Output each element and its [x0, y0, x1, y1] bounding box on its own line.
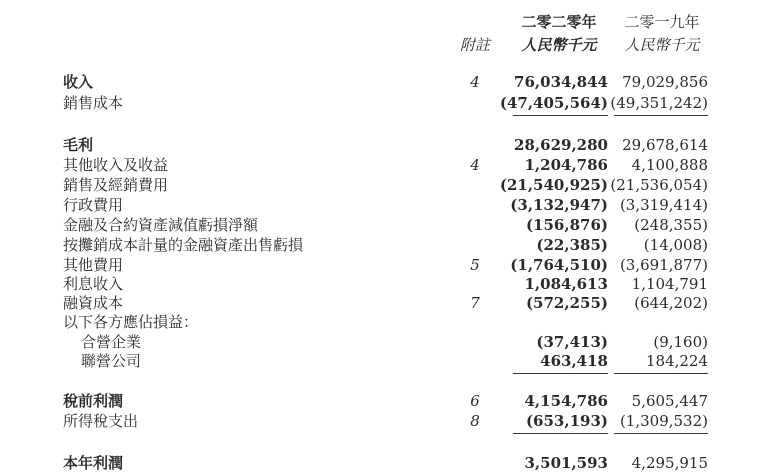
row-value-2019: 4,100,888 [631, 156, 708, 174]
row-value-2020: (653,193) [525, 412, 608, 430]
row-label: 按攤銷成本計量的金融資產出售虧損 [63, 236, 304, 254]
row-impairment-losses [0, 215, 772, 235]
row-cost-of-sales [0, 93, 772, 113]
row-interest-income [0, 274, 772, 294]
row-selling-expenses [0, 175, 772, 195]
row-value-2019: (644,202) [634, 294, 708, 312]
row-label: 本年利潤 [63, 454, 124, 472]
row-label: 以下各方應佔損益： [63, 313, 199, 331]
row-label: 收入 [63, 73, 94, 91]
row-value-2020: (156,876) [525, 216, 608, 234]
row-value-2020: 28,629,280 [514, 136, 608, 154]
header-currency-2019: 人民幣千元 [624, 36, 700, 54]
row-value-2019: (21,536,054) [610, 176, 708, 194]
row-value-2019: 184,224 [645, 352, 708, 370]
row-profit-before-tax [0, 391, 772, 411]
subtotal-rule-2019 [614, 115, 708, 116]
row-other-expenses [0, 255, 772, 275]
row-value-2020: (572,255) [525, 294, 608, 312]
header-note: 附註 [459, 36, 490, 54]
header-currency-2020: 人民幣千元 [521, 36, 597, 54]
row-value-2020: (37,413) [536, 333, 608, 351]
row-note: 5 [470, 256, 480, 274]
row-gross-profit [0, 135, 772, 155]
row-value-2019: (3,691,877) [619, 256, 708, 274]
row-label: 行政費用 [63, 196, 124, 214]
row-other-income [0, 155, 772, 175]
row-admin-expenses [0, 195, 772, 215]
row-label: 利息收入 [63, 275, 124, 293]
row-joint-ventures [0, 332, 772, 352]
row-label: 其他收入及收益 [63, 156, 169, 174]
row-value-2019: 5,605,447 [631, 392, 708, 410]
row-revenue [0, 72, 772, 92]
row-value-2020: (3,132,947) [510, 196, 608, 214]
subtotal-rule-2020 [513, 373, 608, 374]
row-value-2019: (9,160) [653, 333, 708, 351]
row-value-2019: (3,319,414) [619, 196, 708, 214]
row-label: 融資成本 [63, 294, 124, 312]
subtotal-rule-2019 [614, 433, 708, 434]
row-label: 其他費用 [63, 256, 124, 274]
row-note: 4 [470, 73, 480, 91]
row-associates [0, 351, 772, 371]
row-value-2020: 4,154,786 [524, 392, 608, 410]
row-value-2019: (14,008) [643, 236, 708, 254]
header-year-2020: 二零二零年 [521, 13, 597, 31]
row-profit-for-year [0, 453, 772, 473]
row-share-of-profits-heading [0, 312, 772, 332]
row-note: 8 [470, 412, 480, 430]
row-value-2020: (1,764,510) [510, 256, 608, 274]
row-label: 金融及合約資產減值虧損淨額 [63, 216, 259, 234]
row-value-2020: (21,540,925) [499, 176, 608, 194]
row-value-2020: 463,418 [540, 352, 608, 370]
header-year-2019: 二零一九年 [624, 13, 700, 31]
row-value-2019: (248,355) [634, 216, 708, 234]
row-value-2020: (47,405,564) [499, 94, 608, 112]
row-value-2019: 1,104,791 [631, 275, 708, 293]
row-label: 合營企業 [81, 333, 142, 351]
row-value-2019: 4,295,915 [631, 454, 708, 472]
subtotal-rule-2020 [513, 433, 608, 434]
row-value-2020: 1,084,613 [524, 275, 608, 293]
row-note: 7 [470, 294, 480, 312]
subtotal-rule-2019 [614, 373, 708, 374]
row-note: 6 [470, 392, 480, 410]
row-value-2020: (22,385) [536, 236, 608, 254]
row-note: 4 [470, 156, 480, 174]
row-value-2020: 76,034,844 [514, 73, 608, 91]
row-value-2019: (1,309,532) [619, 412, 708, 430]
row-label: 所得稅支出 [63, 412, 139, 430]
row-label: 聯營公司 [81, 352, 142, 370]
subtotal-rule-2020 [513, 115, 608, 116]
row-value-2019: 29,678,614 [622, 136, 708, 154]
row-income-tax [0, 411, 772, 431]
row-value-2019: (49,351,242) [610, 94, 708, 112]
row-value-2020: 1,204,786 [524, 156, 608, 174]
row-label: 銷售成本 [63, 94, 124, 112]
row-label: 稅前利潤 [63, 392, 124, 410]
row-value-2019: 79,029,856 [622, 73, 708, 91]
row-label: 毛利 [63, 136, 94, 154]
row-label: 銷售及經銷費用 [63, 176, 169, 194]
row-disposal-losses [0, 235, 772, 255]
row-finance-costs [0, 293, 772, 313]
row-value-2020: 3,501,593 [524, 454, 608, 472]
